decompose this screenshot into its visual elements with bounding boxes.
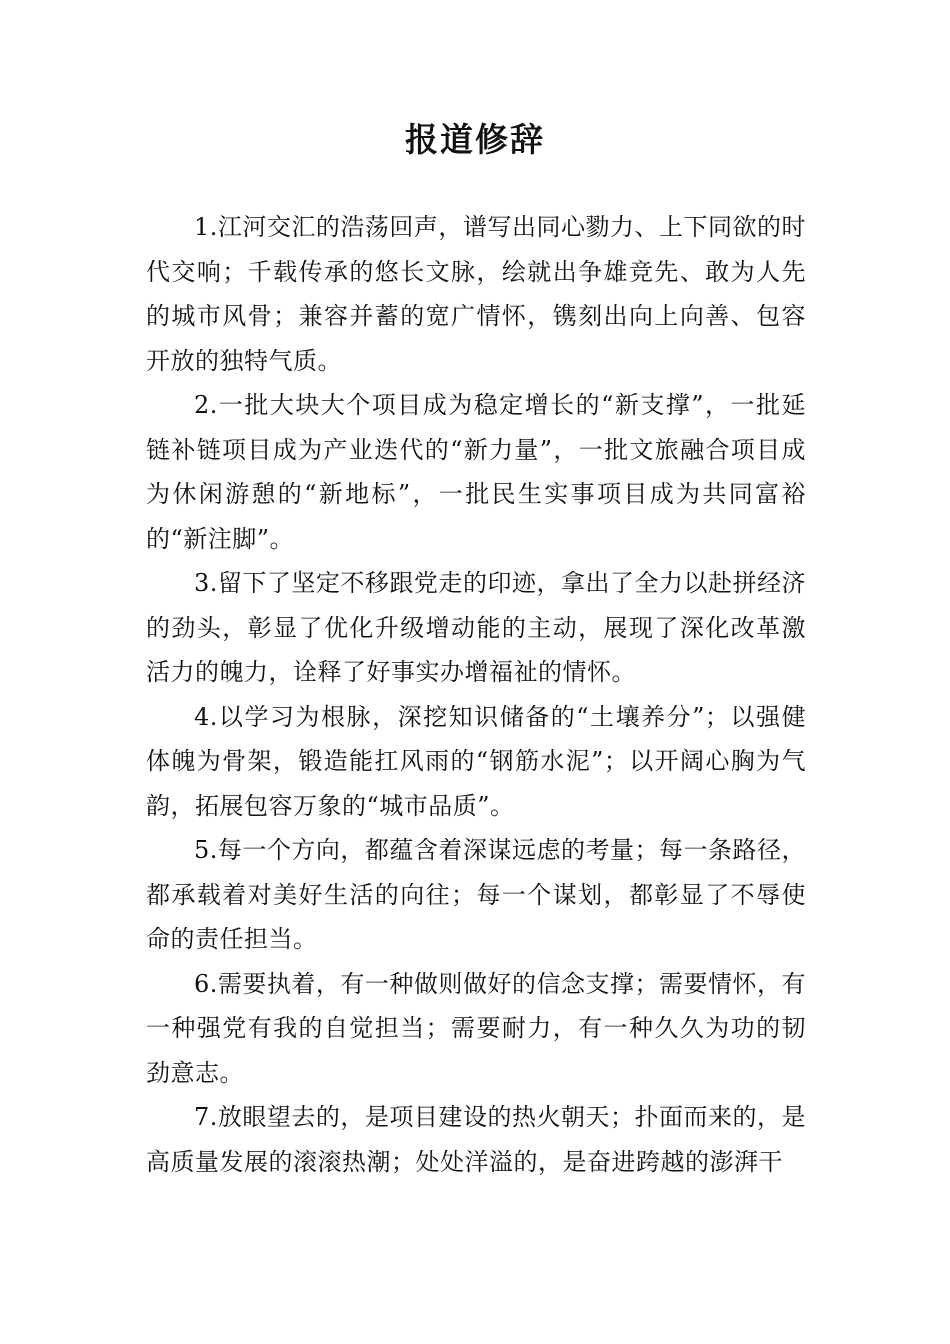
document-body — [146, 205, 806, 1184]
paragraph-4: 4.以学习为根脉，深挖知识储备的“土壤养分”；以强健体魄为骨架，锻造能扛风雨的“钢筋水泥”；以开阔心胸为气韵，拓展包容万象的“城市品质”。 — [146, 702, 806, 820]
page-title: 报道修辞 — [405, 120, 545, 159]
paragraph-7: 7.放眼望去的，是项目建设的热火朝天；扑面而来的，是高质量发展的滚滚热潮；处处洋溢的，是奋进跨越的澎湃干 — [146, 1103, 806, 1176]
paragraph-2: 2.一批大块大个项目成为稳定增长的“新支撑”，一批延链补链项目成为产业迭代的“新力量”，一批文旅融合项目成为休闲游憩的“新地标”，一批民生实事项目成为共同富裕的“新注脚”。 — [146, 391, 806, 553]
paragraph-1: 1.江河交汇的浩荡回声，谱写出同心勠力、上下同欲的时代交响；千载传承的悠长文脉，绘就出争雄竞先、敢为人先的城市风骨；兼容并蓄的宽广情怀，镌刻出向上向善、包容开放的独特气质。 — [146, 213, 806, 375]
paragraph-3: 3.留下了坚定不移跟党走的印迹，拿出了全力以赴拼经济的劲头，彰显了优化升级增动能的主动，展现了深化改革激活力的魄力，诠释了好事实办增福祉的情怀。 — [146, 569, 806, 686]
paragraph-6: 6.需要执着，有一种做则做好的信念支撑；需要情怀，有一种强党有我的自觉担当；需要耐力，有一种久久为功的韧劲意志。 — [146, 969, 806, 1087]
paragraph-5: 5.每一个方向，都蕴含着深谋远虑的考量；每一条路径，都承载着对美好生活的向往；每一个谋划，都彰显了不辱使命的责任担当。 — [146, 836, 806, 953]
